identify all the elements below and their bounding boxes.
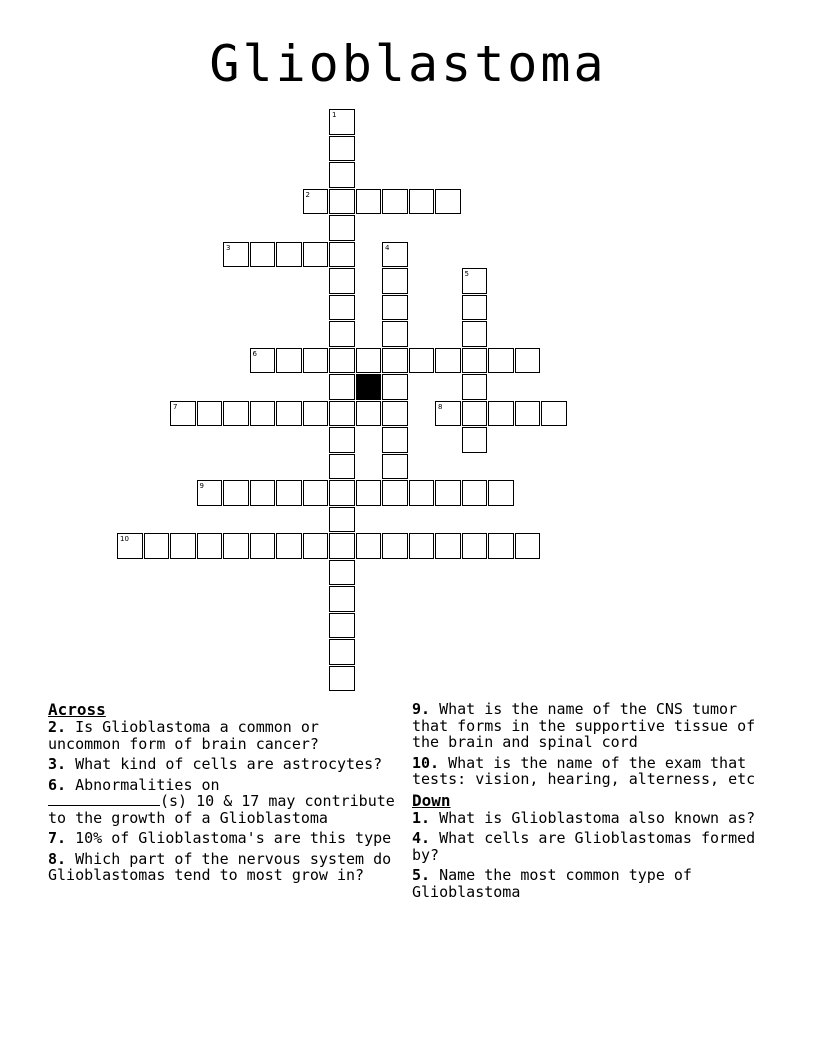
- grid-cell[interactable]: [356, 533, 382, 559]
- grid-cell[interactable]: [409, 533, 435, 559]
- grid-cell[interactable]: [329, 348, 355, 374]
- grid-cell[interactable]: [329, 295, 355, 321]
- grid-cell[interactable]: [144, 533, 170, 559]
- clue-across-6: 6. Abnormalities on (s) 10 & 17 may contribute to the growth of a Glioblastoma: [48, 775, 395, 827]
- grid-cell[interactable]: [488, 348, 514, 374]
- grid-cell[interactable]: [329, 215, 355, 241]
- clue-number: 7: [173, 402, 178, 411]
- grid-cell[interactable]: [382, 295, 408, 321]
- grid-cell[interactable]: [435, 189, 461, 215]
- grid-cell[interactable]: [488, 401, 514, 427]
- grid-cell[interactable]: [356, 189, 382, 215]
- clue-number: 9: [199, 482, 204, 490]
- grid-cell[interactable]: [250, 480, 276, 506]
- grid-cell[interactable]: [329, 454, 355, 480]
- clue-across-8: 8. Which part of the nervous system do Glioblastomas tend to most grow in?: [48, 849, 392, 884]
- grid-cell[interactable]: [250, 242, 276, 268]
- grid-cell[interactable]: [382, 242, 408, 268]
- grid-cell[interactable]: [329, 613, 355, 639]
- clue-number: 2: [305, 190, 310, 199]
- grid-cell[interactable]: [329, 242, 355, 268]
- clue-across-9: 9. What is the name of the CNS tumor that forms in the supportive tissue of the brain and spinal cord: [412, 700, 756, 751]
- grid-cell[interactable]: [382, 533, 408, 559]
- grid-cell[interactable]: [329, 480, 355, 506]
- clue-down-4: 4. What cells are Glioblastomas formed by?: [412, 829, 756, 864]
- grid-cell[interactable]: [462, 533, 488, 559]
- page-title: Glioblastoma: [209, 35, 607, 93]
- grid-cell[interactable]: [223, 242, 249, 268]
- grid-cell[interactable]: [356, 348, 382, 374]
- grid-cell[interactable]: [462, 321, 488, 347]
- grid-cell[interactable]: [223, 401, 249, 427]
- grid-cell[interactable]: [197, 480, 223, 506]
- grid-cell[interactable]: [223, 533, 249, 559]
- grid-cell[interactable]: [541, 401, 567, 427]
- grid-cell[interactable]: [382, 374, 408, 400]
- grid-cell[interactable]: [488, 480, 514, 506]
- grid-cell[interactable]: [329, 109, 355, 135]
- grid-cell[interactable]: [276, 480, 302, 506]
- grid-cell[interactable]: [329, 427, 355, 453]
- grid-cell[interactable]: [329, 401, 355, 427]
- grid-cell[interactable]: [303, 348, 329, 374]
- grid-cell[interactable]: [382, 401, 408, 427]
- grid-cell[interactable]: [197, 401, 223, 427]
- grid-cell[interactable]: [382, 348, 408, 374]
- grid-cell[interactable]: [329, 507, 355, 533]
- grid-cell[interactable]: [488, 533, 514, 559]
- grid-cell[interactable]: [515, 533, 541, 559]
- grid-cell[interactable]: [356, 480, 382, 506]
- grid-cell[interactable]: [276, 401, 302, 427]
- grid-cell[interactable]: [462, 348, 488, 374]
- clue-number: 1: [332, 111, 337, 119]
- grid-cell[interactable]: [276, 242, 302, 268]
- grid-cell[interactable]: [329, 162, 355, 188]
- grid-cell[interactable]: [276, 533, 302, 559]
- clues-column-right: [412, 701, 772, 904]
- grid-cell[interactable]: [329, 560, 355, 586]
- grid-cell[interactable]: [250, 401, 276, 427]
- grid-cell[interactable]: [250, 348, 276, 374]
- grid-cell[interactable]: [515, 401, 541, 427]
- down-heading: Down: [412, 790, 451, 810]
- grid-cell[interactable]: [329, 136, 355, 162]
- grid-cell[interactable]: [223, 480, 249, 506]
- grid-cell[interactable]: [303, 401, 329, 427]
- grid-cell[interactable]: [117, 533, 143, 559]
- clue-number: 4: [385, 243, 390, 252]
- clues-column-left: [48, 701, 398, 888]
- grid-cell[interactable]: [303, 480, 329, 506]
- grid-cell[interactable]: [303, 242, 329, 268]
- grid-cell[interactable]: [170, 533, 196, 559]
- clue-down-1: 1. What is Glioblastoma also known as?: [412, 808, 756, 827]
- grid-cell[interactable]: [382, 427, 408, 453]
- grid-cell[interactable]: [462, 268, 488, 294]
- grid-cell[interactable]: [329, 321, 355, 347]
- clue-number: 10: [120, 535, 129, 543]
- clue-down-5: 5. Name the most common type of Glioblastoma: [412, 866, 692, 901]
- grid-cell[interactable]: [462, 401, 488, 427]
- grid-cell[interactable]: [382, 189, 408, 215]
- grid-cell[interactable]: [462, 374, 488, 400]
- grid-cell[interactable]: [382, 321, 408, 347]
- grid-cell[interactable]: [435, 348, 461, 374]
- clue-across-2: 2. Is Glioblastoma a common or uncommon form of brain cancer?: [48, 718, 319, 753]
- clue-number: 6: [252, 349, 257, 358]
- grid-cell[interactable]: [409, 189, 435, 215]
- grid-cell[interactable]: [329, 374, 355, 400]
- grid-cell[interactable]: [170, 401, 196, 427]
- grid-cell[interactable]: [329, 666, 355, 692]
- grid-cell[interactable]: [515, 348, 541, 374]
- clue-number: 8: [438, 402, 443, 411]
- grid-cell[interactable]: [435, 401, 461, 427]
- grid-cell[interactable]: [197, 533, 223, 559]
- across-heading: Across: [48, 700, 106, 719]
- grid-cell[interactable]: [435, 533, 461, 559]
- grid-cell[interactable]: [462, 295, 488, 321]
- grid-cell[interactable]: [409, 348, 435, 374]
- grid-cell[interactable]: [356, 401, 382, 427]
- clue-number: 3: [226, 243, 231, 252]
- clue-across-3: 3. What kind of cells are astrocytes?: [48, 755, 383, 773]
- grid-cell[interactable]: [276, 348, 302, 374]
- grid-cell[interactable]: [329, 533, 355, 559]
- grid-cell[interactable]: [329, 586, 355, 612]
- grid-cell[interactable]: [435, 480, 461, 506]
- grid-cell[interactable]: [382, 268, 408, 294]
- clue-number: 5: [464, 270, 469, 278]
- grid-cell[interactable]: [250, 533, 276, 559]
- black-cell: [356, 374, 382, 400]
- grid-cell[interactable]: [329, 639, 355, 665]
- grid-cell[interactable]: [462, 427, 488, 453]
- grid-cell[interactable]: [409, 480, 435, 506]
- grid-cell[interactable]: [303, 533, 329, 559]
- grid-cell[interactable]: [329, 189, 355, 215]
- grid-cell[interactable]: [462, 480, 488, 506]
- answer-blank: [48, 793, 160, 806]
- grid-cell[interactable]: [382, 480, 408, 506]
- grid-cell[interactable]: [382, 454, 408, 480]
- clue-across-7: 7. 10% of Glioblastoma's are this type: [48, 829, 392, 847]
- clue-across-10: 10. What is the name of the exam that tests: vision, hearing, alterness, etc: [412, 753, 756, 788]
- grid-cell[interactable]: [303, 189, 329, 215]
- grid-cell[interactable]: [329, 268, 355, 294]
